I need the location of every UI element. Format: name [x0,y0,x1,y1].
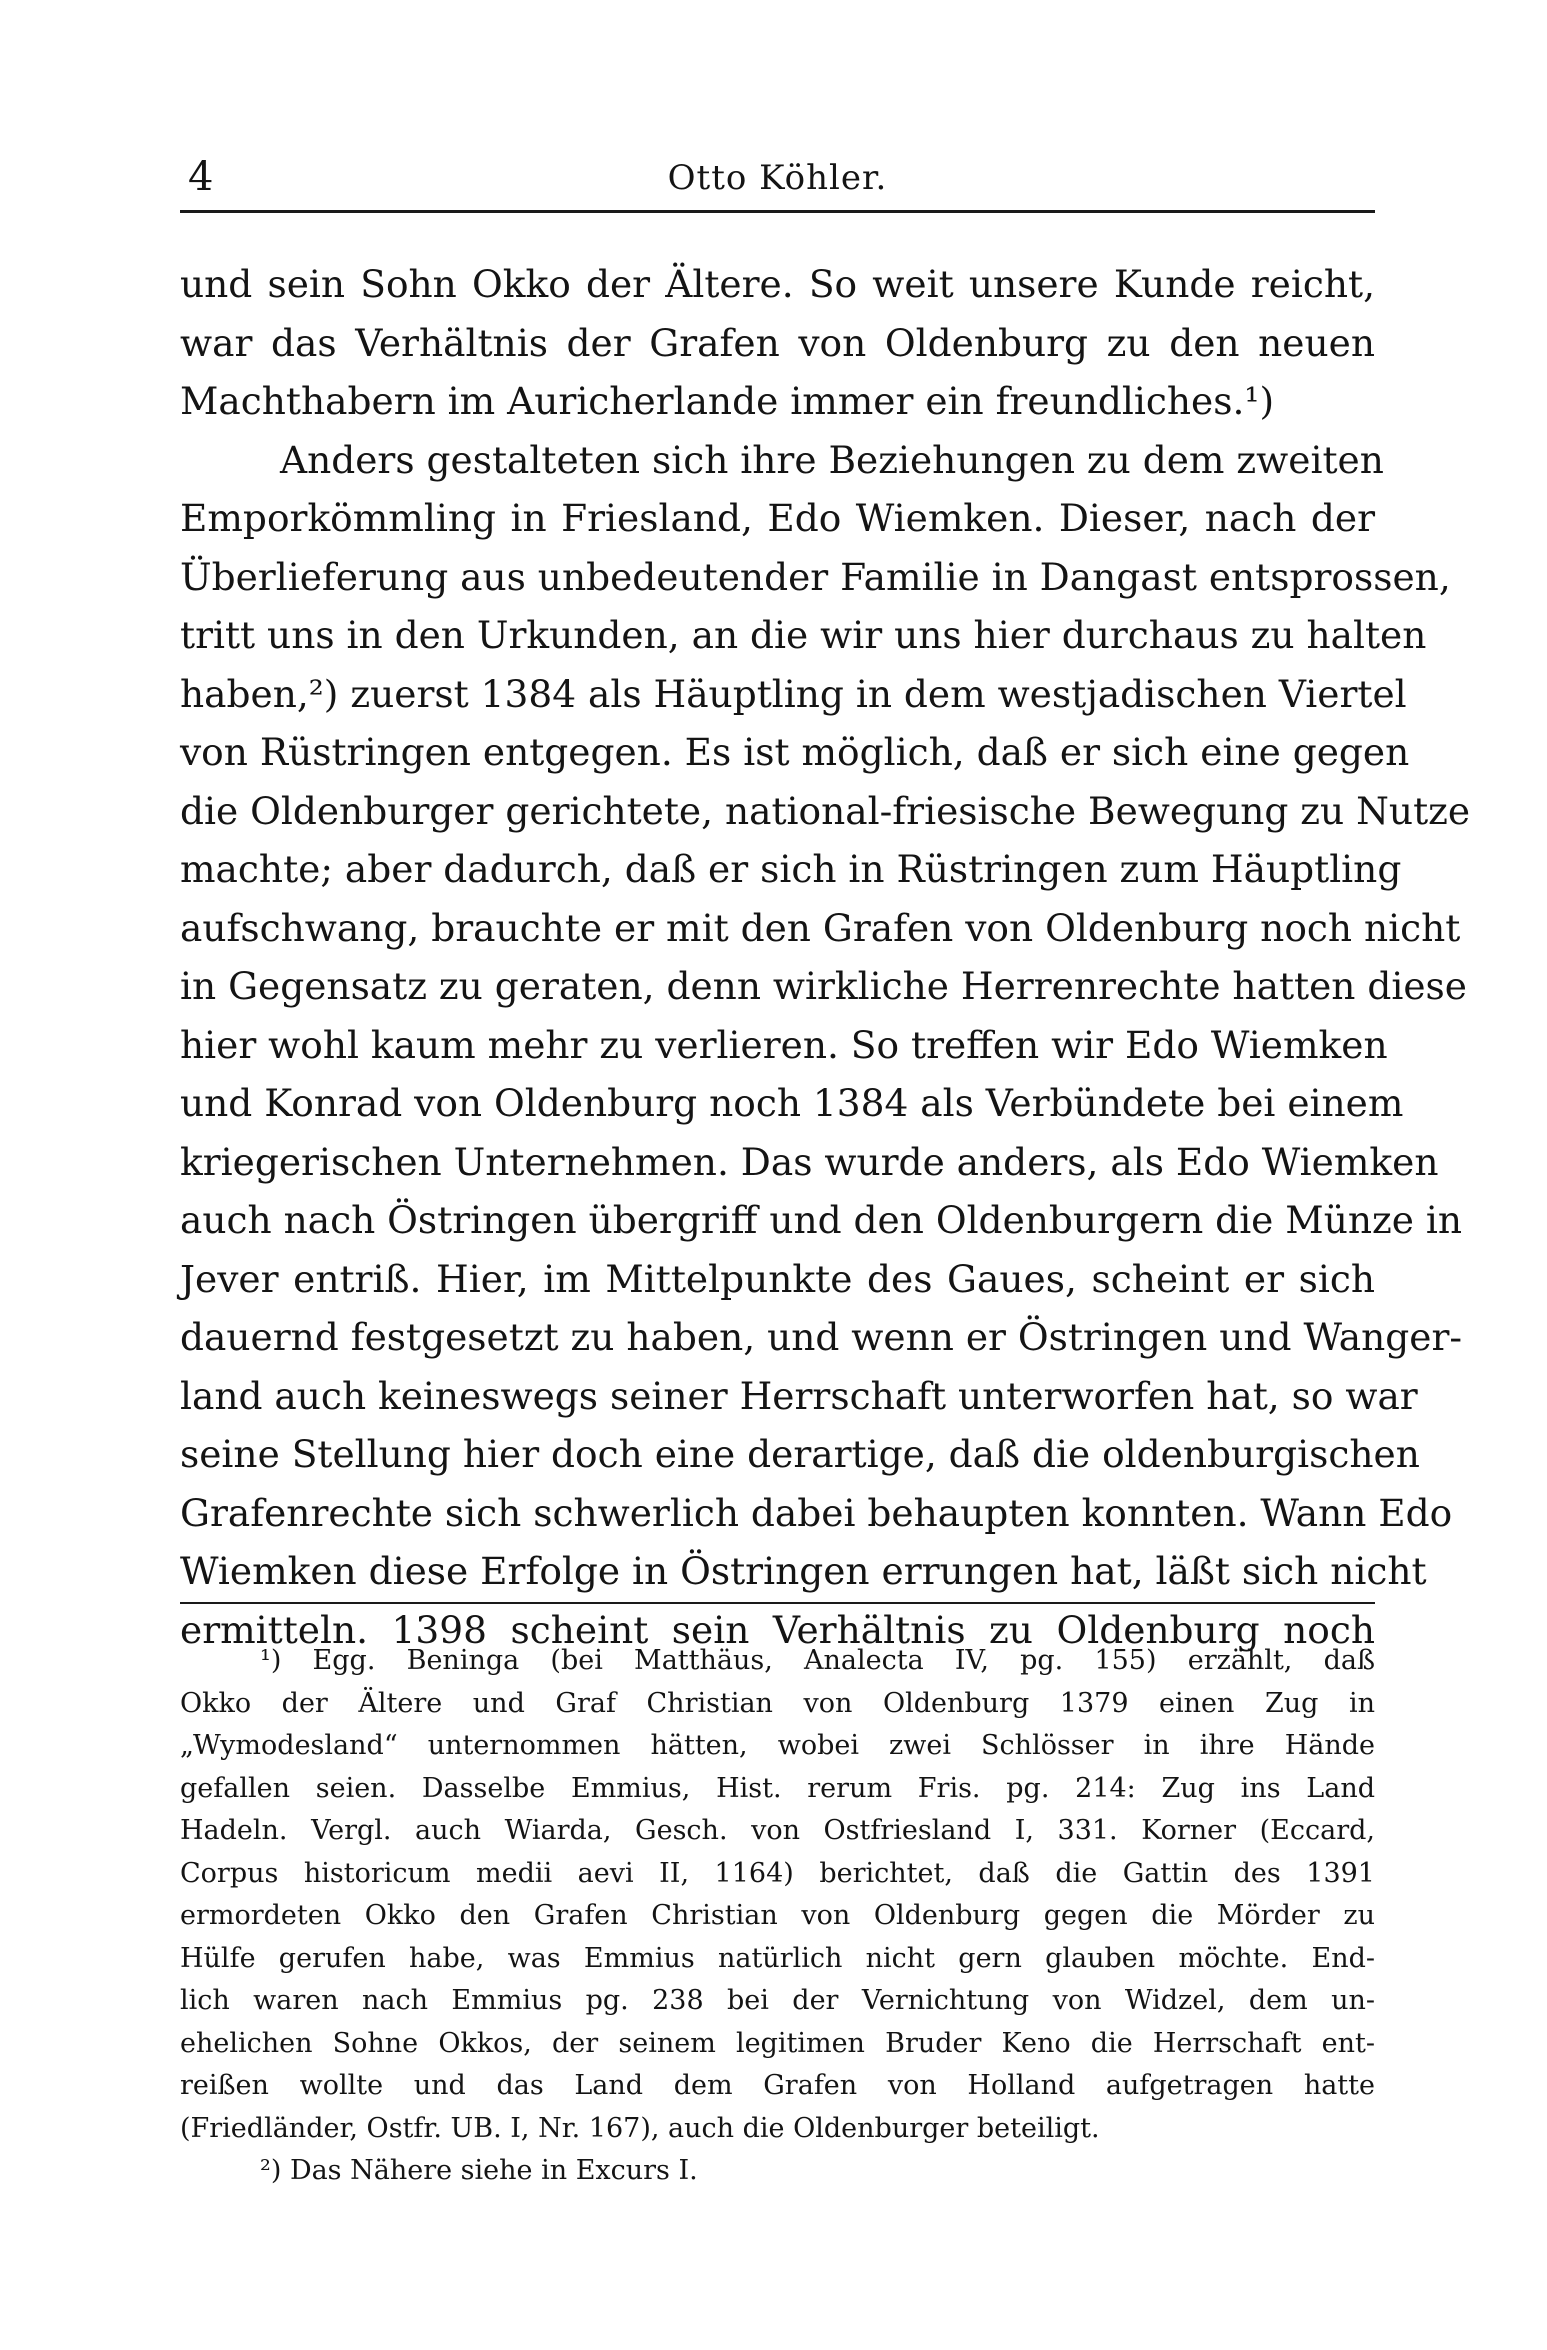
text-line: land auch keineswegs seiner Herrschaft unterworfen hat, so war [180,1373,1418,1418]
footnote-line: ¹) Egg. Beninga (bei Matthäus, Analecta IV, pg. 155) erzählt, daß [260,1645,1375,1676]
footnote-line: lich waren nach Emmius pg. 238 bei der Vernichtung von Widzel, dem un- [180,1985,1375,2016]
text-line: ermitteln. 1398 scheint sein Verhältnis zu Oldenburg noch [180,1607,1375,1652]
text-line: in Gegensatz zu geraten, denn wirkliche Herrenrechte hatten diese [180,964,1467,1008]
footnote-line: Hülfe gerufen habe, was Emmius natürlich nicht gern glauben möchte. End- [180,1942,1375,1974]
text-line: und sein Sohn Okko der Ältere. So weit unsere Kunde reicht, [180,262,1375,306]
footnote-line: Hadeln. Vergl. auch Wiarda, Gesch. von Ostfriesland I, 331. Korner (Eccard, [180,1815,1375,1846]
footnote-line: (Friedländer, Ostfr. UB. I, Nr. 167), auch die Oldenburger beteiligt. [180,2112,1100,2144]
text-line: hier wohl kaum mehr zu verlieren. So treffen wir Edo Wiemken [180,1022,1388,1067]
footnote-line: gefallen seien. Dasselbe Emmius, Hist. rerum Fris. pg. 214: Zug ins Land [180,1772,1375,1804]
footnote-line: „Wymodesland“ unternommen hätten, wobei zwei Schlösser in ihre Hände [180,1730,1375,1761]
text-line: Machthabern im Auricherlande immer ein freundliches.¹) [180,379,1275,423]
text-line: Wiemken diese Erfolge in Östringen errungen hat, läßt sich nicht [180,1549,1427,1593]
text-line: haben,²) zuerst 1384 als Häuptling in dem westjadischen Viertel [180,671,1407,716]
text-line: von Rüstringen entgegen. Es ist möglich, daß er sich eine gegen [180,730,1410,774]
footnote-line: Corpus historicum medii aevi II, 1164) berichtet, daß die Gattin des 1391 [180,1857,1375,1889]
main-text [180,255,1471,1659]
text-line: auch nach Östringen übergriff und den Oldenburgern die Münze in [180,1198,1463,1242]
text-line: Jever entriß. Hier, im Mittelpunkte des Gaues, scheint er sich [180,1256,1375,1301]
text-line: war das Verhältnis der Grafen von Oldenburg zu den neuen [180,320,1375,365]
text-line: dauernd festgesetzt zu haben, und wenn er Östringen und Wanger- [180,1315,1463,1359]
running-head [180,150,1375,213]
text-line: Emporkömmling in Friesland, Edo Wiemken. Dieser, nach der [180,496,1375,540]
text-line: Überlieferung aus unbedeutender Familie in Dangast entsprossen, [180,554,1451,599]
page-number: 4 [188,154,214,200]
text-line: die Oldenburger gerichtete, national-friesische Bewegung zu Nutze [180,788,1471,833]
text-line: und Konrad von Oldenburg noch 1384 als Verbündete bei einem [180,1081,1404,1125]
footnote-line: reißen wollte und das Land dem Grafen von Holland aufgetragen hatte [180,2070,1375,2101]
text-line: aufschwang, brauchte er mit den Grafen von Oldenburg noch nicht [180,905,1461,950]
footnotes [180,1640,1375,2193]
text-line: machte; aber dadurch, daß er sich in Rüstringen zum Häuptling [180,847,1402,891]
running-title: Otto Köhler. [667,158,888,198]
footnote-line: ehelichen Sohne Okkos, der seinem legitimen Bruder Keno die Herrschaft ent- [180,2027,1375,2059]
text-line: Grafenrechte sich schwerlich dabei behaupten konnten. Wann Edo [180,1490,1453,1535]
footnote-line: Okko der Ältere und Graf Christian von Oldenburg 1379 einen Zug in [180,1687,1375,1719]
footnote-line: ermordeten Okko den Grafen Christian von Oldenburg gegen die Mörder zu [180,1900,1375,1931]
footnote-line: ²) Das Nähere siehe in Excurs I. [260,2155,698,2186]
footnote-divider [180,1602,1375,1604]
text-line: kriegerischen Unternehmen. Das wurde anders, als Edo Wiemken [180,1139,1439,1184]
text-line: Anders gestalteten sich ihre Beziehungen zu dem zweiten [280,437,1384,482]
text-line: tritt uns in den Urkunden, an die wir uns hier durchaus zu halten [180,613,1427,657]
text-line: seine Stellung hier doch eine derartige, daß die oldenburgischen [180,1432,1420,1476]
